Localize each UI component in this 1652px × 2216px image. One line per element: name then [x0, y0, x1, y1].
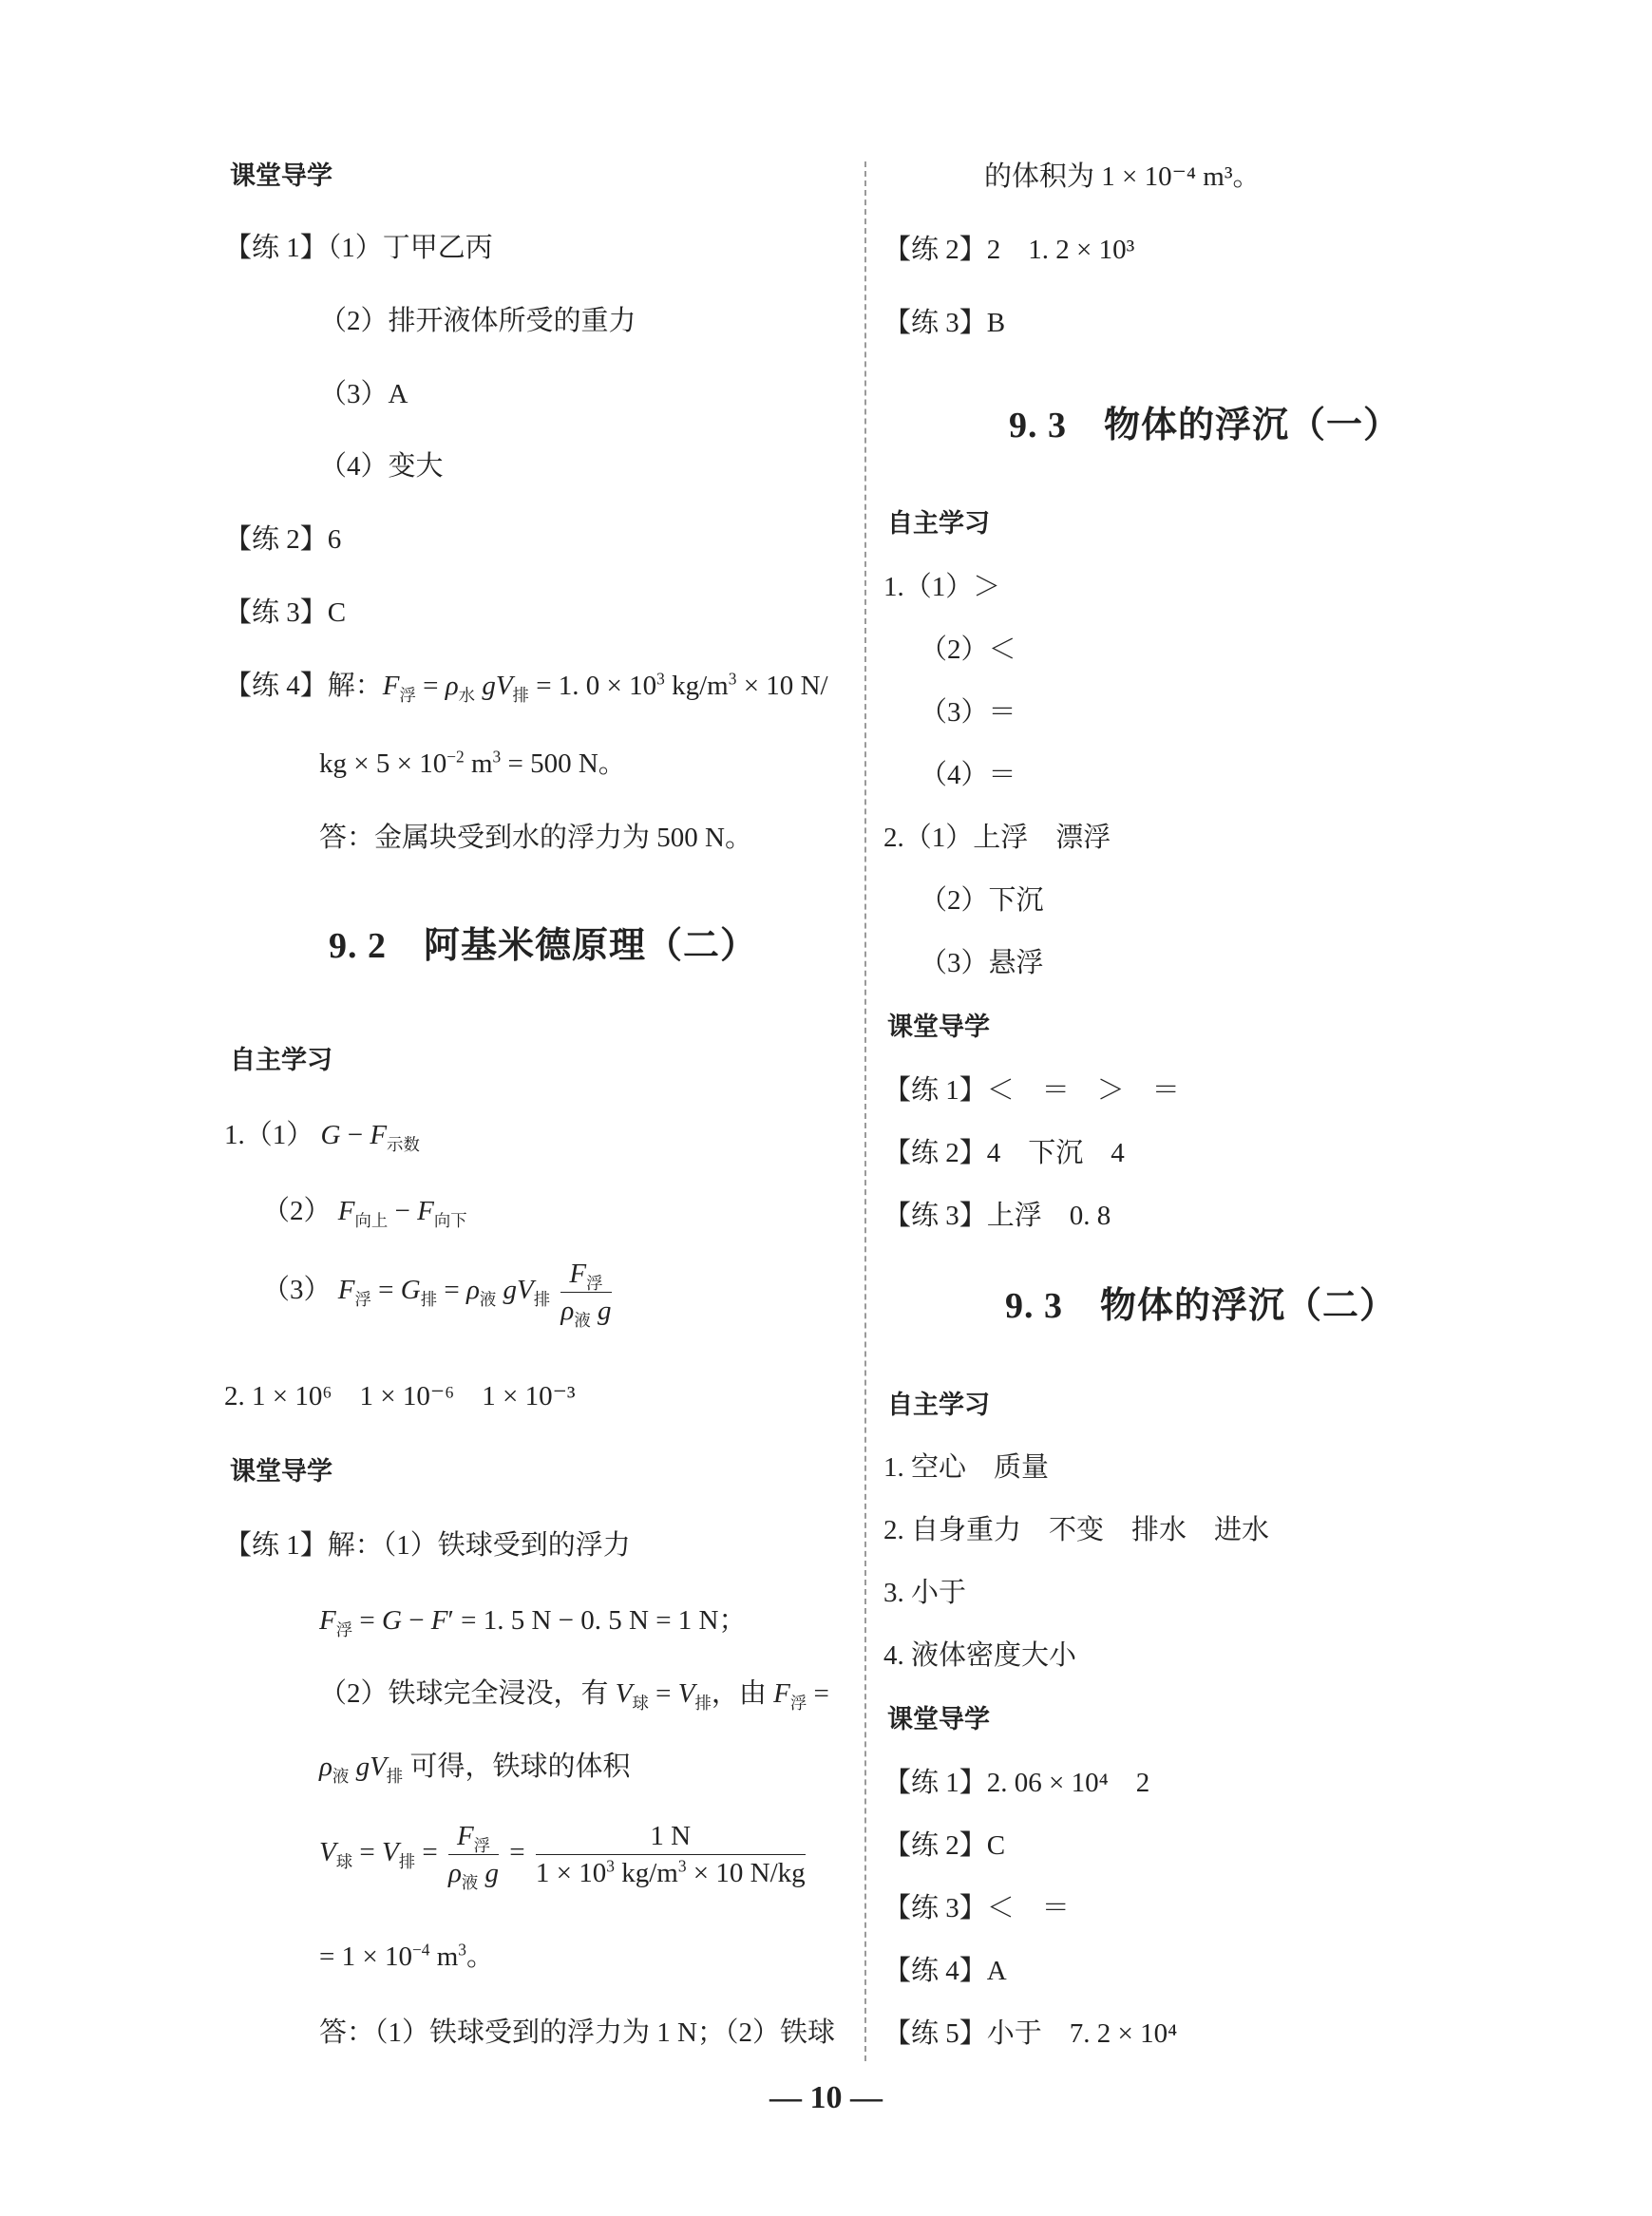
exercise-1-part2: （2）排开液体所受的重力	[319, 306, 636, 336]
answer-c2: 2. 自身重力 不变 排水 进水	[883, 1515, 1270, 1545]
exercise-4-unit: N/	[800, 671, 828, 701]
exercise-1-part3: （3）A	[319, 379, 408, 409]
practice-b1: 【练 1】＜ ＝ ＞ ＝	[883, 1075, 1180, 1106]
heading-zizhu-xuexi-r1: 自主学习	[887, 509, 990, 539]
practice-1-volume-result: = $1 \times 10^{-4}$ $m^3$。	[319, 1940, 495, 1972]
practice-1-answer-cont: 的体积为 1 × 10⁻⁴ m³。	[984, 161, 1261, 192]
practice-1-line1: 【练 1】解：（1）铁球受到的浮力	[224, 1530, 631, 1561]
practice-b2: 【练 2】4 下沉 4	[883, 1138, 1125, 1168]
practice-b3: 【练 3】上浮 0. 8	[883, 1201, 1111, 1231]
self-study-1-part1: 1.（1） $G - F_{示数}$	[224, 1120, 420, 1154]
heading-zizhu-xuexi-r2: 自主学习	[887, 1391, 990, 1420]
exercise-1-part1: 【练 1】（1）丁甲乙丙	[224, 233, 493, 263]
exercise-4-prefix: 【练 4】解：	[224, 671, 383, 701]
practice-1-line2: $F_浮 = G - F' = 1$. 5 N − 0. 5 N = 1 N；	[319, 1605, 747, 1639]
practice-1-volume-formula: $V_球 = V_排$ = $\frac{F_浮}{\rho_液 g}$ = $\frac{1 N}{1 \times 10^3 kg/m^3 \times 10 N/kg}$	[319, 1814, 809, 1891]
section-title-9-3-part1: 9. 3 物体的浮沉（一）	[1009, 406, 1401, 445]
exercise-4-result: = 500 N。	[507, 748, 626, 779]
exercise-3: 【练 3】C	[224, 597, 347, 628]
self-study-2: 2. 1 × 10⁶ 1 × 10⁻⁶ 1 × 10⁻³	[224, 1381, 576, 1411]
answer-2-3: （3）悬浮	[920, 948, 1044, 978]
fraction-v: $\frac{F_浮}{\rho_液 g}$	[560, 1256, 611, 1329]
section-title-9-3-part2: 9. 3 物体的浮沉（二）	[1005, 1286, 1397, 1326]
practice-1-line4: $\rho_液$ $gV_排$ 可得，铁球的体积	[319, 1752, 631, 1786]
exercise-4-formula: 【练 4】解：$F_浮 = \rho_水$ $gV_排 = 1$. $0 \times 10^3$ $kg/m^3 \times 10$ N/	[224, 669, 828, 705]
exercise-4-answer: 答：金属块受到水的浮力为 500 N。	[319, 823, 752, 853]
page-number: — 10 —	[769, 2080, 883, 2115]
answer-2-2: （2）下沉	[920, 885, 1044, 916]
answer-1-1: 1.（1）＞	[883, 572, 1001, 602]
heading-ketang-daoxue: 课堂导学	[230, 161, 332, 191]
practice-1-period: 。	[466, 1941, 495, 1972]
practice-3: 【练 3】B	[883, 308, 1006, 338]
self-study-1-2-label: （2）	[262, 1196, 332, 1226]
heading-ketang-daoxue-2: 课堂导学	[230, 1457, 332, 1487]
fraction-numeric: $\frac{1 N}{1 \times 10^3 kg/m^3 \times 10 N/kg}$	[536, 1818, 806, 1891]
column-divider	[864, 161, 866, 2061]
practice-1-answer: 答：（1）铁球受到的浮力为 1 N；（2）铁球	[319, 2017, 835, 2048]
section-title-9-2: 9. 2 阿基米德原理（二）	[329, 926, 758, 966]
practice-d1: 【练 1】2. 06 × 10⁴ 2	[883, 1768, 1150, 1798]
exercise-2: 【练 2】6	[224, 524, 342, 555]
answer-c4: 4. 液体密度大小	[883, 1640, 1077, 1671]
practice-1-line3: （2）铁球完全浸没，有 $V_球 = V_排$，由 $F_浮$ =	[319, 1678, 829, 1713]
practice-2: 【练 2】2 1. 2 × 10³	[883, 235, 1135, 265]
practice-d3: 【练 3】＜ ＝	[883, 1893, 1070, 1923]
practice-1-line3-text-b: ，由	[711, 1678, 767, 1709]
heading-ketang-daoxue-r2: 课堂导学	[887, 1705, 990, 1734]
self-study-1-part3: （3） $F_浮 = G_排 = \rho_液$ $gV_排$ $\frac{F_浮}{\rho_液 g}$	[262, 1254, 616, 1329]
answer-2-1: 2.（1）上浮 漂浮	[883, 823, 1111, 853]
exercise-1-part4: （4）变大	[319, 451, 444, 482]
answer-1-4: （4）＝	[920, 760, 1016, 790]
practice-1-line4-text: 可得，铁球的体积	[409, 1752, 631, 1782]
heading-ketang-daoxue-r1: 课堂导学	[887, 1013, 990, 1042]
exercise-4-formula-line2: kg × $5 \times 10^{-2}$ $m^3 = 500$ N。	[319, 747, 626, 779]
self-study-1-label: 1.（1）	[224, 1120, 314, 1150]
answer-c3: 3. 小于	[883, 1578, 967, 1608]
practice-d5: 【练 5】小于 7. 2 × 10⁴	[883, 2018, 1178, 2049]
self-study-1-3-label: （3）	[262, 1275, 332, 1305]
answer-1-2: （2）＜	[920, 634, 1016, 665]
self-study-1-part2: （2） $F_{向上} - F_{向下}$	[262, 1196, 467, 1230]
answer-1-3: （3）＝	[920, 697, 1016, 728]
practice-1-line2-result: = 1. 5 N − 0. 5 N = 1 N；	[461, 1605, 747, 1636]
practice-1-line3-text: （2）铁球完全浸没，有	[319, 1678, 609, 1709]
answer-c1: 1. 空心 质量	[883, 1452, 1050, 1483]
practice-d4: 【练 4】A	[883, 1956, 1007, 1986]
fraction-numeric-num: 1 N	[536, 1818, 806, 1855]
heading-zizhu-xuexi: 自主学习	[230, 1046, 332, 1075]
practice-d2: 【练 2】C	[883, 1830, 1006, 1861]
fraction-f-rho-g: $\frac{F_浮}{\rho_液 g}$	[448, 1818, 499, 1891]
